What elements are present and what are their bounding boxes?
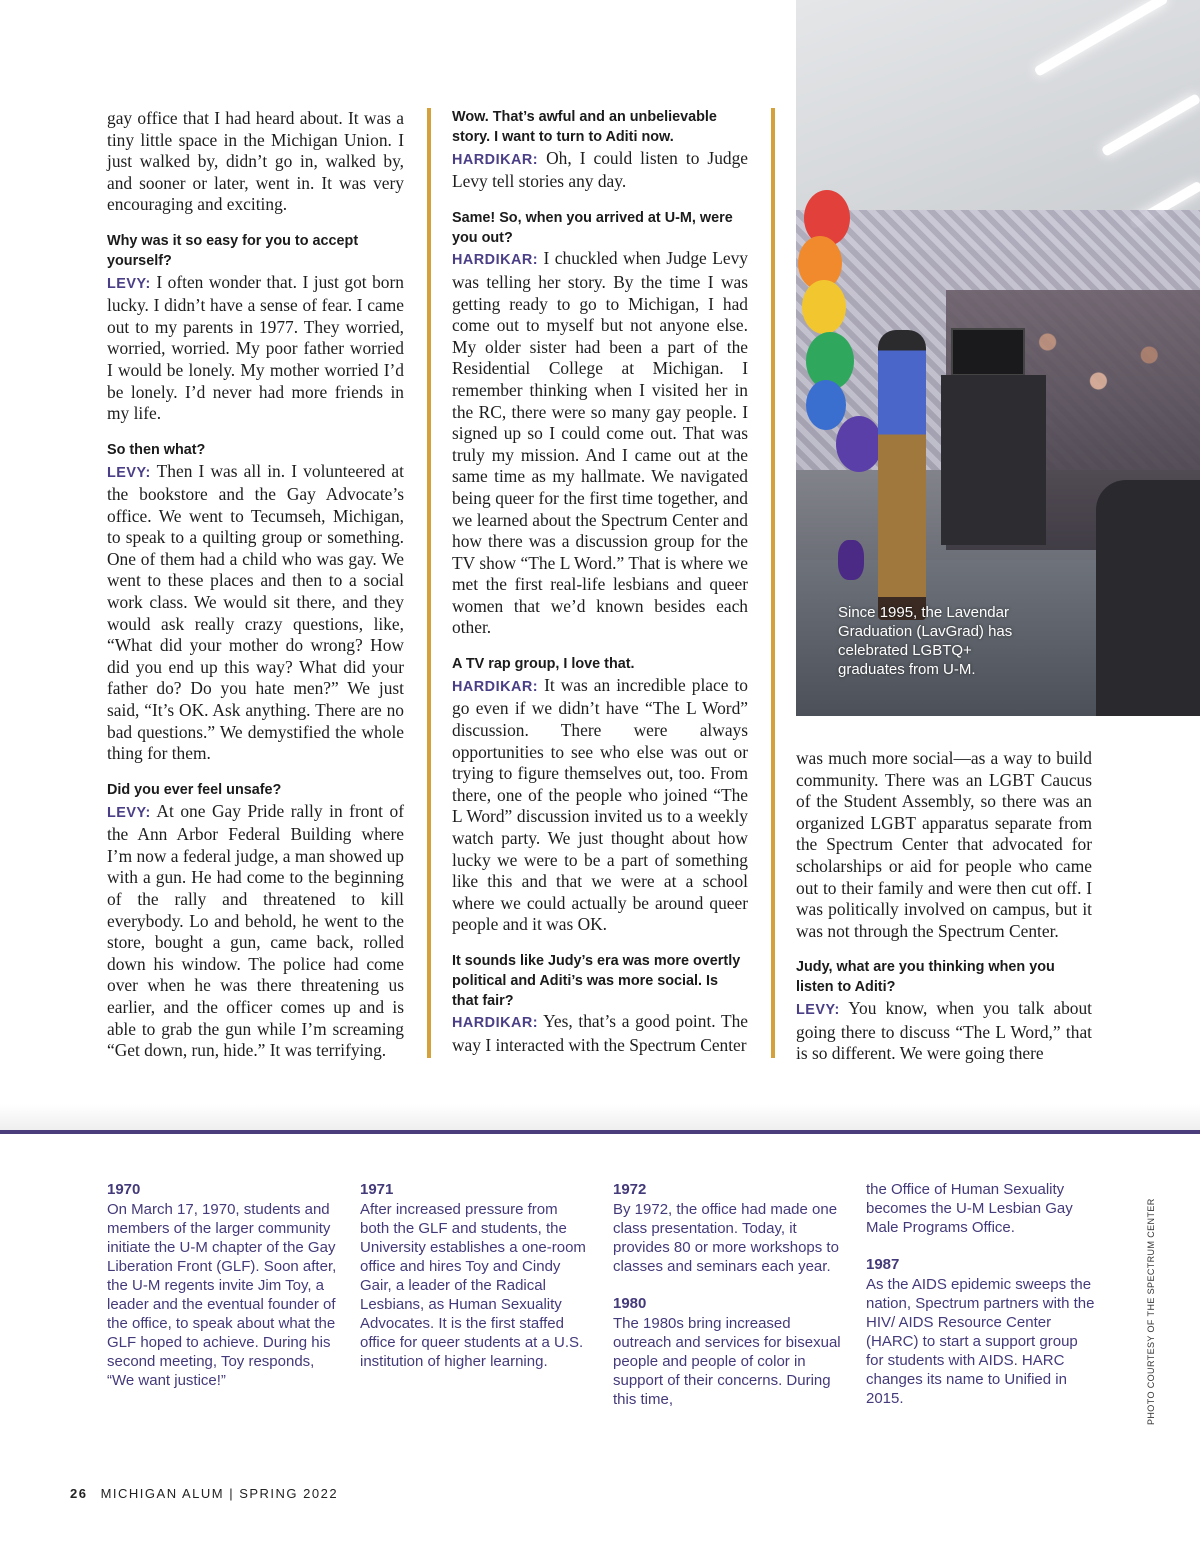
- timeline-text: By 1972, the office had made one class presentation. Today, it provides 80 or more workshops to classes and seminars each year.: [613, 1201, 839, 1275]
- column-divider: [771, 108, 775, 1058]
- qa-block: [452, 108, 748, 193]
- question: A TV rap group, I love that.: [452, 656, 635, 673]
- timeline-column: [360, 1180, 590, 1389]
- answer: At one Gay Pride rally in front of the Ann Arbor Federal Building where I’m now a federal judge, a man showed up with a gun. He had come to the beginning of the rally and threatened to kill everybody. Lo and behold, he went to the store, bought a gun, came back, rolled down his window. The police had come over when he was there threatening us earlier, and the officer comes up and is able to grab the gun while I’m screaming “Get down, run, hide.” It was terrifying.: [107, 800, 404, 1061]
- timeline-column: [866, 1180, 1096, 1426]
- timeline-entry: [613, 1294, 843, 1409]
- question: It sounds like Judy’s era was more overtly political and Aditi’s was more social. Is that fair?: [452, 952, 741, 1009]
- timeline-entry: [866, 1180, 1096, 1237]
- speaker-label: HARDIKAR:: [452, 678, 539, 695]
- middle-column: [452, 108, 748, 1073]
- answer: You know, when you talk about going there to discuss “The L Word,” that is so different. We were going there: [796, 997, 1092, 1064]
- question: Judy, what are you thinking when you listen to Aditi?: [796, 959, 1055, 996]
- speaker-person: [878, 330, 926, 620]
- answer: It was an incredible place to go even if we didn’t have “The L Word” discussion. There were always opportunities to see who else was out or trying to figure themselves out, too. From there, one of the people who joined “The L Word” discussion invited us to a weekly watch party. We just thought about how lucky we were to be a part of something like this and that we were at a school where we could actually be around queer people and it was OK.: [452, 674, 748, 935]
- column-divider: [427, 108, 431, 1058]
- podium: [941, 375, 1046, 545]
- qa-block: [452, 209, 748, 639]
- right-column: [796, 748, 1092, 1081]
- timeline-year: 1980: [613, 1295, 647, 1312]
- speaker-label: HARDIKAR:: [452, 252, 539, 269]
- question: Did you ever feel unsafe?: [107, 781, 282, 798]
- question: Wow. That’s awful and an unbelievable story. I want to turn to Aditi now.: [452, 109, 717, 145]
- balloon: [836, 416, 882, 472]
- speaker-label: LEVY:: [796, 1001, 840, 1018]
- paragraph: was much more social—as a way to build community. There was an LGBT Caucus of the Student Assembly, so there was an organized LGBT apparatus separate from the Spectrum Center that advocated for scholarships or aid for people who came out to their family and were then cut off. I was politically involved on campus, but it was not through the Spectrum Center.: [796, 748, 1092, 941]
- qa-block: [107, 232, 404, 425]
- page-footer: [70, 1486, 338, 1501]
- qa-block: [796, 958, 1092, 1064]
- speaker-label: HARDIKAR:: [452, 151, 539, 168]
- timeline-year: 1970: [107, 1181, 141, 1198]
- qa-block: [107, 781, 404, 1062]
- timeline-column: [107, 1180, 337, 1408]
- balloon: [802, 280, 846, 334]
- photo-credit: PHOTO COURTESY OF THE SPECTRUM CENTER: [1146, 1198, 1156, 1425]
- speaker-label: LEVY:: [107, 464, 151, 481]
- timeline-year: 1972: [613, 1181, 647, 1198]
- answer: I chuckled when Judge Levy was telling her story. By the time I was getting ready to go to Michigan, I had come out to myself but not anyone else. My older sister had been a part of the Residential College at Michigan. I remember thinking when I visited her in the RC, there were so many gay people. I signed up so I could come out. That was truly my mission. And I came out at the same time as my hallmate. We navigated being queer for the first time together, and we learned about the Spectrum Center and how there was a discussion group for the TV show “The L Word.” That is where we met the first real-life lesbians and queer women that we’d known besides each other.: [452, 248, 748, 638]
- podium-monitor: [951, 328, 1025, 376]
- page-number: 26: [70, 1486, 88, 1501]
- timeline-text: The 1980s bring increased outreach and services for bisexual people and people of color in support of their concerns. During this time,: [613, 1315, 841, 1408]
- timeline-text: As the AIDS epidemic sweeps the nation, Spectrum partners with the HIV/ AIDS Resource Center (HARC) to start a support group for students with AIDS. HARC changes its name to Unified in 2015.: [866, 1276, 1095, 1407]
- speaker-label: LEVY:: [107, 275, 151, 292]
- timeline-column: [613, 1180, 843, 1427]
- qa-block: [107, 441, 404, 765]
- timeline-entry: [360, 1180, 590, 1371]
- timeline-band-shadow: [0, 1104, 1200, 1130]
- paragraph: gay office that I had heard about. It was a tiny little space in the Michigan Union. I just walked by, didn’t go in, walked by, and sooner or later, went in. It was very encouraging and exciting.: [107, 108, 404, 215]
- answer: Yes, that’s a good point. The way I interacted with the Spectrum Center: [452, 1011, 748, 1055]
- balloon: [806, 380, 846, 430]
- timeline-year: 1987: [866, 1256, 900, 1273]
- answer: Oh, I could listen to Judge Levy tell stories any day.: [452, 147, 748, 192]
- balloon-weight: [838, 540, 864, 580]
- timeline-text: the Office of Human Sexuality becomes the U-M Lesbian Gay Male Programs Office.: [866, 1181, 1073, 1236]
- speaker-label: LEVY:: [107, 804, 151, 821]
- timeline-entry: [866, 1255, 1096, 1408]
- answer: Then I was all in. I volunteered at the bookstore and the Gay Advocate’s office. We went to Tecumseh, Michigan, to speak to a quilting group or something. One of them had a child who was gay. We went to these places and then to a social work class. We would sit there, and they would ask really crazy questions, like, “What did your mother do wrong? How did you end up this way? What did your father do? Do you hate men?” We just said, “It’s OK. Ask anything. There are no bad questions.” We demystified the whole thing for them.: [107, 460, 404, 764]
- timeline-entry: [613, 1180, 843, 1276]
- timeline-entry: [107, 1180, 337, 1390]
- photo-caption: Since 1995, the Lavendar Graduation (LavGrad) has celebrated LGBTQ+ graduates from U-M.: [838, 604, 1013, 678]
- question: So then what?: [107, 441, 206, 458]
- qa-block: [452, 952, 748, 1057]
- timeline-band-line: [0, 1130, 1200, 1134]
- publication-name: MICHIGAN ALUM | SPRING 2022: [100, 1486, 339, 1501]
- question: Same! So, when you arrived at U-M, were you out?: [452, 209, 733, 246]
- left-column: [107, 108, 404, 1078]
- timeline-text: After increased pressure from both the GLF and students, the University establishes a one-room office and hires Toy and Cindy Gair, a leader of the Radical Lesbians, as Human Sexuality Advocates. It is the first staffed office for queer students at a U.S. institution of higher learning.: [360, 1201, 586, 1370]
- audience-chair: [1096, 480, 1200, 716]
- timeline-year: 1971: [360, 1181, 394, 1198]
- answer: I often wonder that. I just got born lucky. I didn’t have a sense of fear. I came out to my parents in 1977. They worried, worried, worried. My poor father worried I would be lonely. My mother worried I’d be lonely. I’d never had more friends in my life.: [107, 271, 404, 424]
- timeline-text: On March 17, 1970, students and members of the larger community initiate the U-M chapter of the Gay Liberation Front (GLF). Soon after, the U-M regents invite Jim Toy, a leader and the eventual founder of the office, to speak about what the GLF hoped to achieve. During his second meeting, Toy responds, “We want justice!”: [107, 1201, 337, 1389]
- question: Why was it so easy for you to accept yourself?: [107, 232, 359, 269]
- speaker-label: HARDIKAR:: [452, 1015, 539, 1032]
- qa-block: [452, 655, 748, 936]
